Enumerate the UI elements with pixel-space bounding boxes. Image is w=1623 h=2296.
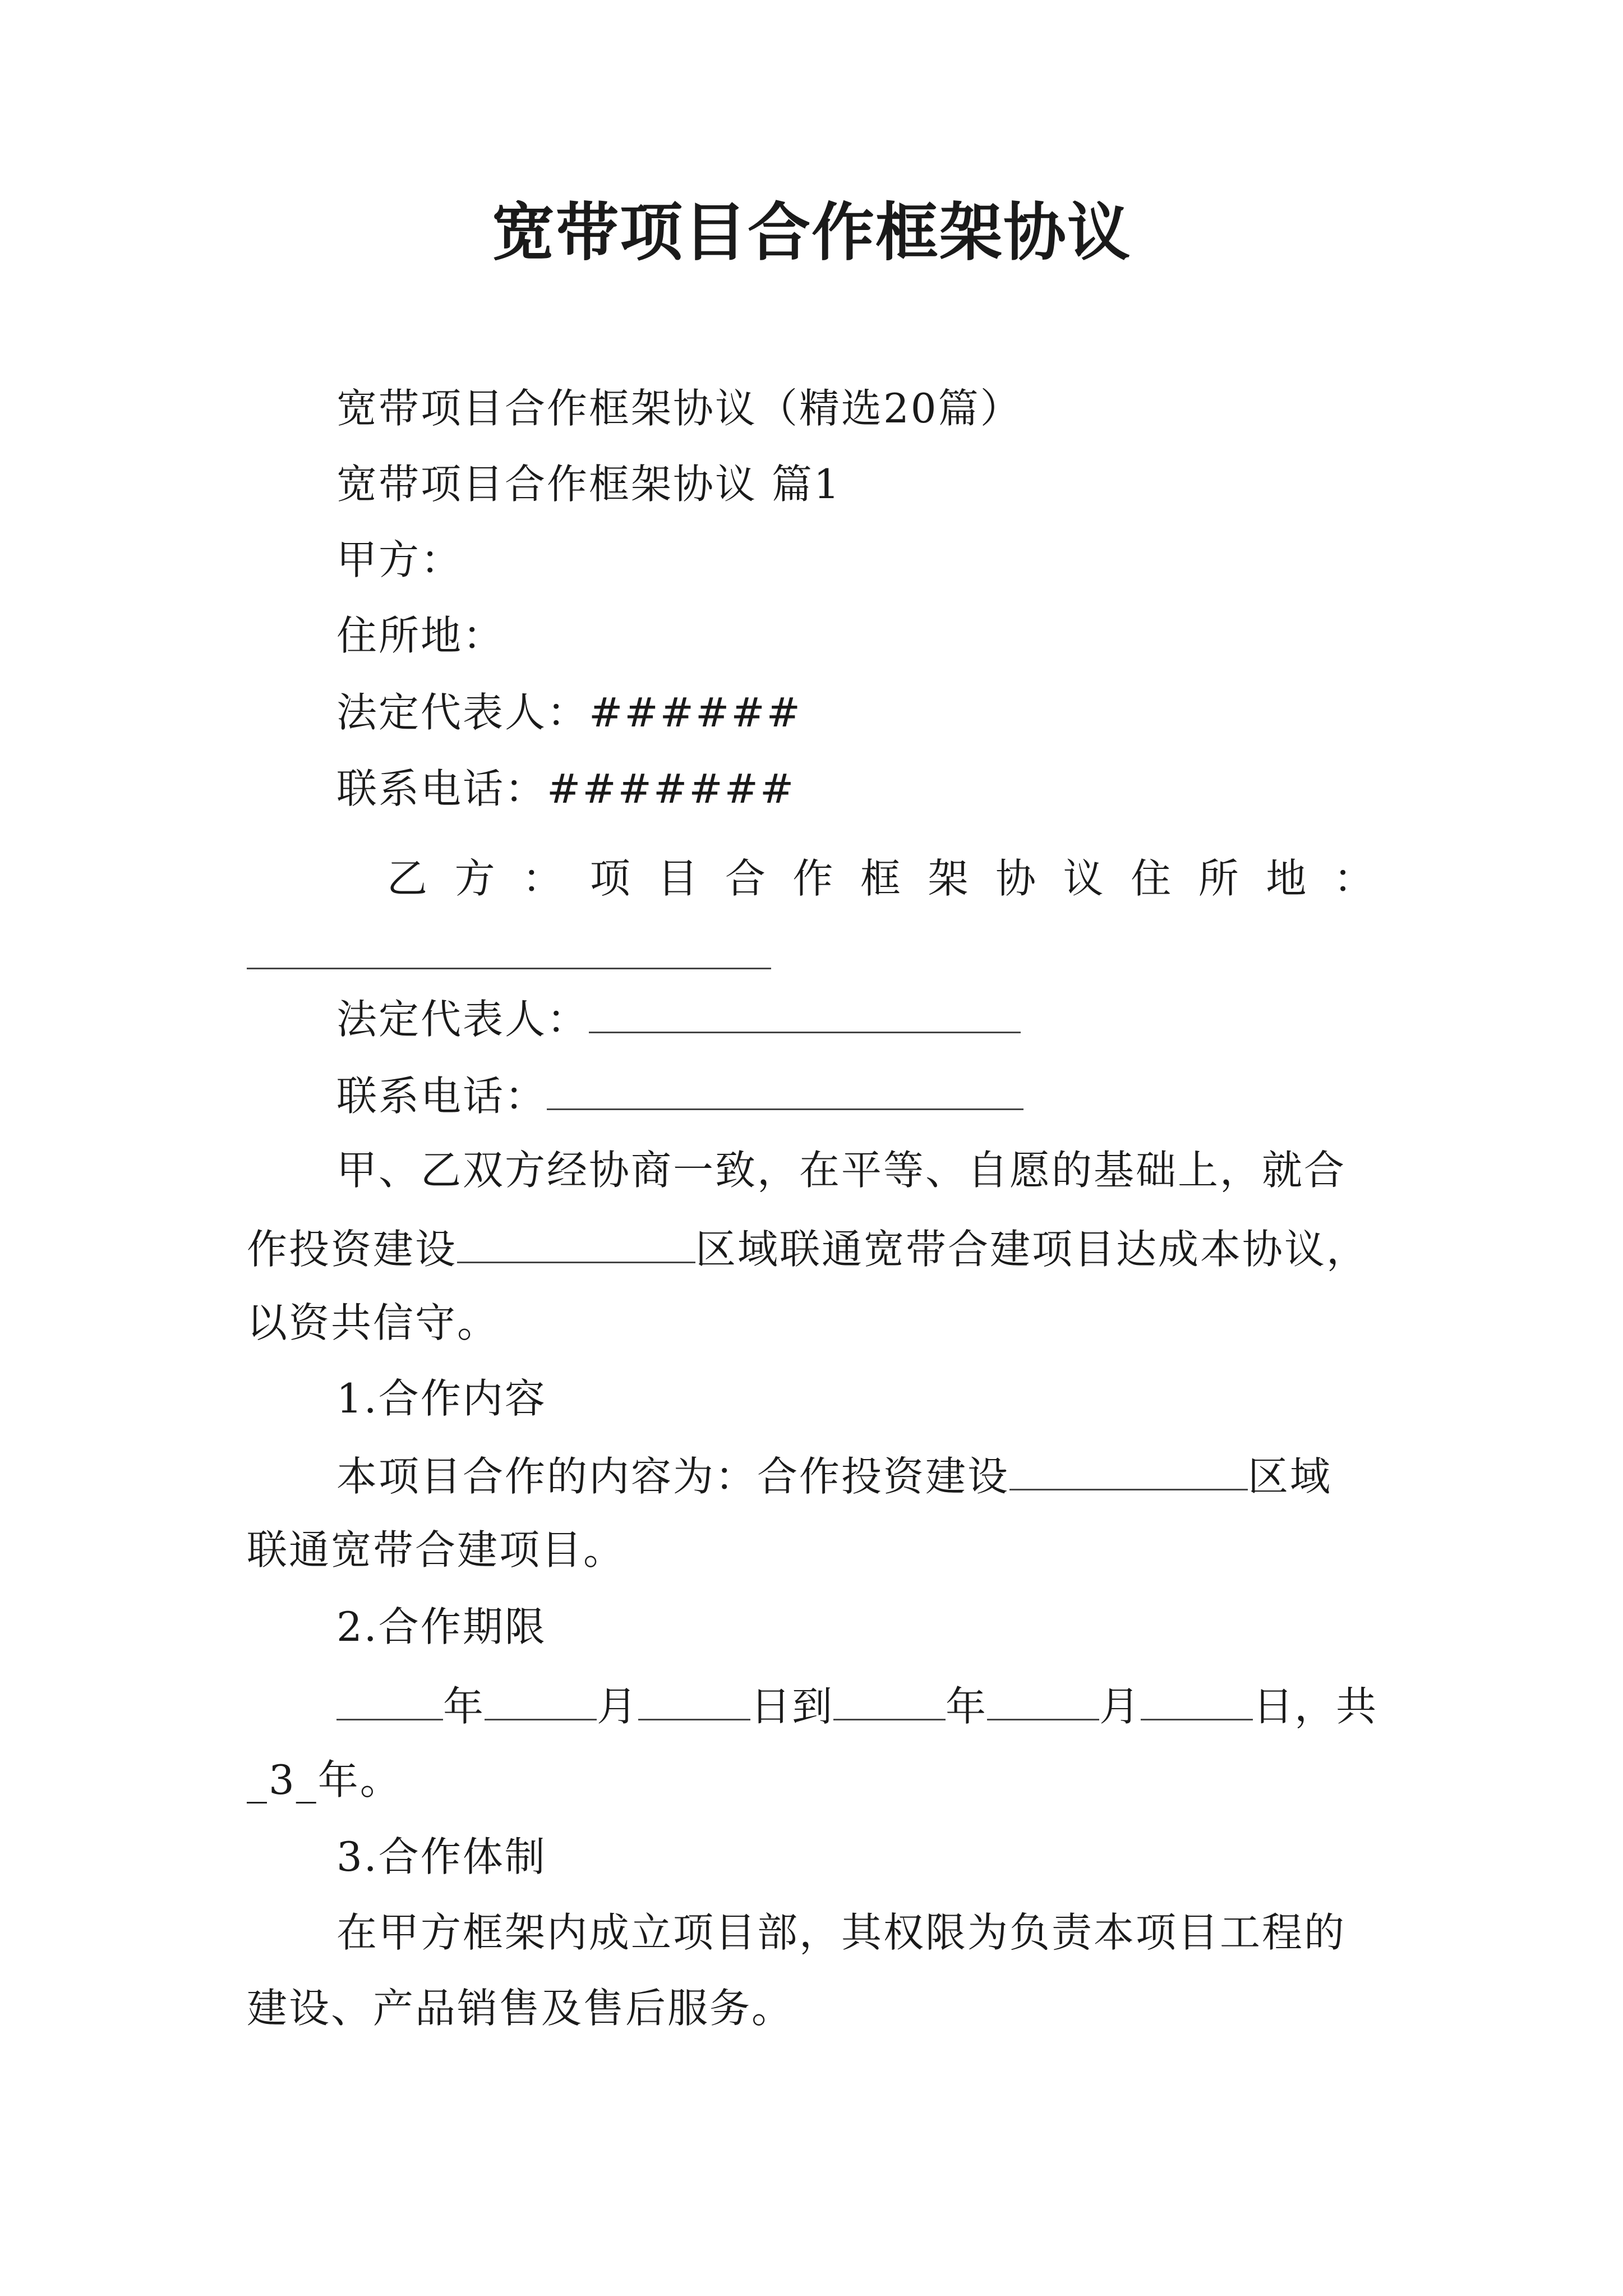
end-month-blank xyxy=(987,1677,1099,1720)
project-region-blank xyxy=(1009,1447,1248,1490)
start-day-blank xyxy=(638,1677,750,1720)
party-b-char: 乙 xyxy=(387,855,428,902)
intro-line-1: 甲、乙双方经协商一致，在平等、自愿的基础上，就合 xyxy=(336,1147,1347,1194)
address-b-blank xyxy=(247,968,771,969)
term-day-total-label: 日，共 xyxy=(1253,1683,1378,1730)
party-b-char: 所 xyxy=(1198,855,1239,902)
representative-b-line xyxy=(336,990,1021,1046)
section-1-body-start: 本项目合作的内容为：合作投资建设 xyxy=(336,1453,1010,1500)
party-b-char: 作 xyxy=(792,855,833,902)
party-b-char: 框 xyxy=(860,855,901,902)
term-dates-line xyxy=(336,1677,1377,1733)
end-day-blank xyxy=(1141,1677,1253,1720)
party-b-char: 住 xyxy=(1131,855,1172,902)
party-a-label: 甲方： xyxy=(336,536,463,583)
intro-line-3: 以资共信守。 xyxy=(247,1299,500,1346)
party-b-char: 架 xyxy=(928,855,969,902)
party-b-char: 合 xyxy=(725,855,766,902)
party-b-char: 协 xyxy=(995,855,1036,902)
party-b-char: 项 xyxy=(589,855,630,902)
party-b-char: 议 xyxy=(1063,855,1104,902)
section-3-heading: 3.合作体制 xyxy=(336,1833,547,1880)
party-b-line xyxy=(387,852,1374,905)
article-heading: 宽带项目合作框架协议 篇1 xyxy=(336,461,841,508)
term-year-label: 年 xyxy=(443,1683,485,1730)
party-b-char: ： xyxy=(522,855,563,902)
representative-a-line: 法定代表人：###### xyxy=(336,689,802,736)
party-b-char: ： xyxy=(1333,855,1374,902)
intro-line-2 xyxy=(247,1220,1368,1276)
party-b-char: 地 xyxy=(1266,855,1307,902)
phone-b-line xyxy=(336,1067,1023,1123)
start-year-blank xyxy=(336,1677,443,1720)
term-total-line: _3_年。 xyxy=(247,1756,402,1803)
phone-b-blank xyxy=(547,1067,1023,1110)
term-day-to-label: 日到 xyxy=(750,1683,834,1730)
section-1-body-line-2: 联通宽带合建项目。 xyxy=(247,1526,626,1573)
section-3-body-line-1: 在甲方框架内成立项目部，其权限为负责本项目工程的 xyxy=(336,1909,1347,1956)
address-a-label: 住所地： xyxy=(336,612,505,659)
party-b-char: 方 xyxy=(454,855,495,902)
section-1-body-line-1 xyxy=(336,1447,1332,1503)
term-month-label: 月 xyxy=(1099,1683,1141,1730)
start-month-blank xyxy=(485,1677,597,1720)
representative-b-blank xyxy=(589,990,1021,1033)
phone-a-line: 联系电话：####### xyxy=(336,765,796,812)
section-1-heading: 1.合作内容 xyxy=(336,1375,547,1422)
representative-b-label: 法定代表人： xyxy=(336,996,589,1043)
region-blank xyxy=(457,1220,695,1263)
document-title: 宽带项目合作框架协议 xyxy=(492,196,1131,269)
party-b-char: 目 xyxy=(657,855,698,902)
term-month-label: 月 xyxy=(597,1683,639,1730)
subtitle-line: 宽带项目合作框架协议（精选20篇） xyxy=(336,385,1022,432)
section-2-heading: 2.合作期限 xyxy=(336,1603,547,1650)
intro-line-2-start: 作投资建设 xyxy=(247,1226,458,1273)
intro-line-2-end: 区域联通宽带合建项目达成本协议， xyxy=(695,1226,1369,1273)
phone-b-label: 联系电话： xyxy=(336,1073,547,1120)
term-year-label: 年 xyxy=(946,1683,988,1730)
section-1-body-end: 区域 xyxy=(1248,1453,1332,1500)
section-3-body-line-2: 建设、产品销售及售后服务。 xyxy=(247,1985,794,2032)
end-year-blank xyxy=(833,1677,946,1720)
